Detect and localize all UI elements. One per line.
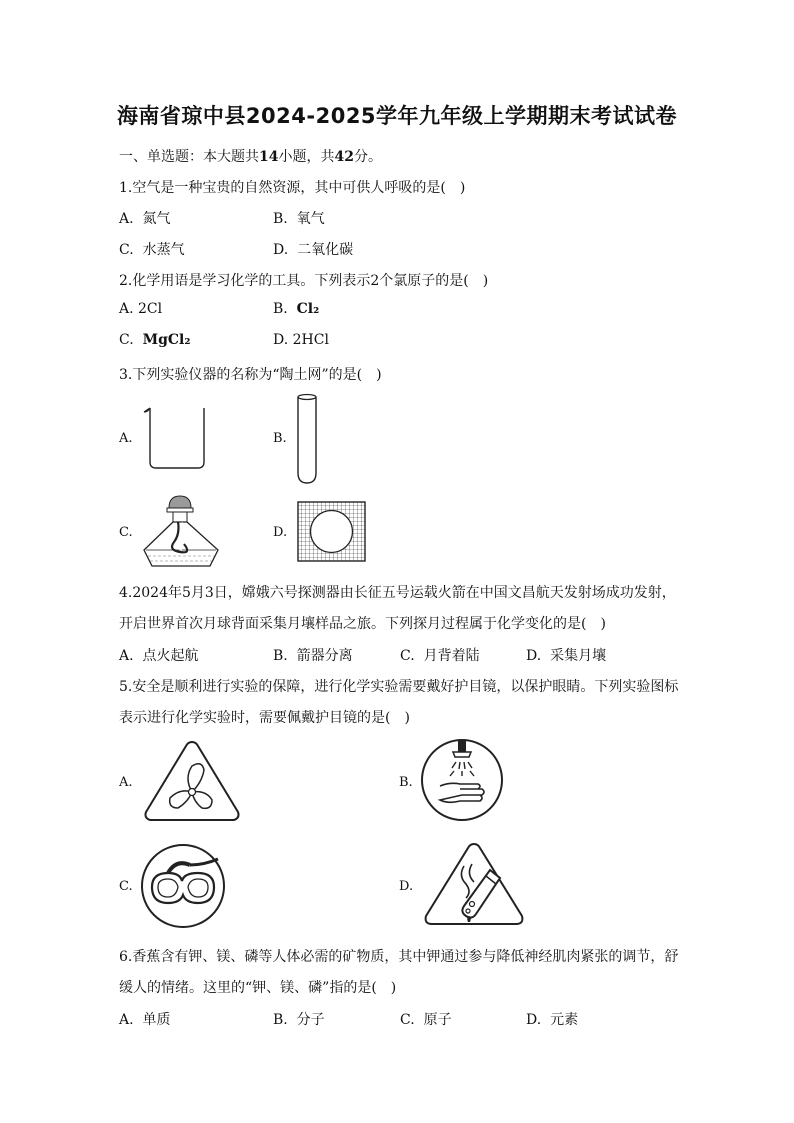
- q6-option-c[interactable]: [400, 1009, 452, 1029]
- ceramic-gauze-icon: [297, 501, 367, 567]
- goggles-icon: [140, 843, 226, 933]
- option-label: D.: [526, 1012, 542, 1028]
- q6-option-a[interactable]: [119, 1009, 170, 1029]
- section-suffix: 分。: [353, 149, 382, 165]
- question-5-stem-line-1: 5.安全是顺利进行实验的保障，进行化学实验需要戴好护目镜，以保护眼睛。下列实验图标: [119, 679, 679, 695]
- q6-option-d[interactable]: [526, 1009, 578, 1029]
- hand-wash-icon: [420, 738, 504, 826]
- option-text: 采集月壤: [550, 648, 607, 664]
- option-text: 元素: [550, 1012, 579, 1028]
- option-text: 2Cl: [138, 301, 163, 317]
- q2-option-a[interactable]: [119, 301, 162, 317]
- section-heading: [119, 146, 382, 166]
- option-label: D.: [273, 242, 289, 258]
- option-label: D.: [526, 648, 542, 664]
- q2-option-b[interactable]: [273, 301, 319, 317]
- option-label: B.: [273, 301, 288, 317]
- q4-option-a[interactable]: [119, 645, 198, 665]
- q4-option-b[interactable]: [273, 645, 353, 665]
- option-text: Cl₂: [296, 301, 320, 317]
- option-text: 氮气: [142, 211, 171, 227]
- option-label: A.: [119, 211, 134, 227]
- option-text: MgCl₂: [142, 332, 191, 348]
- q1-option-d[interactable]: [273, 239, 353, 259]
- q5-option-c-label[interactable]: C.: [119, 879, 133, 894]
- option-text: 月背着陆: [423, 648, 480, 664]
- option-text: 氧气: [296, 211, 325, 227]
- beaker-icon: [142, 406, 212, 476]
- option-label: C.: [119, 242, 134, 258]
- question-3-stem: 3.下列实验仪器的名称为“陶土网”的是( ): [119, 367, 382, 383]
- option-text: 2HCl: [292, 332, 329, 348]
- question-4-stem-line-2: 开启世界首次月球背面采集月壤样品之旅。下列探月过程属于化学变化的是( ): [119, 616, 606, 632]
- question-6-stem-line-2: 缓人的情绪。这里的“钾、镁、磷”指的是( ): [119, 980, 397, 996]
- q3-option-d-label[interactable]: D.: [273, 525, 288, 540]
- option-text: 箭器分离: [296, 648, 353, 664]
- option-label: B.: [273, 648, 288, 664]
- q5-option-b-label[interactable]: B.: [399, 775, 413, 790]
- total-points: 42: [334, 149, 354, 165]
- q5-option-a-label[interactable]: A.: [119, 775, 133, 790]
- question-count: 14: [259, 149, 279, 165]
- q4-option-c[interactable]: [400, 645, 480, 665]
- option-text: 单质: [142, 1012, 171, 1028]
- option-label: C.: [400, 1012, 415, 1028]
- option-text: 水蒸气: [142, 242, 185, 258]
- q3-option-b-label[interactable]: B.: [273, 431, 287, 446]
- q4-option-d[interactable]: [526, 645, 606, 665]
- q1-option-c[interactable]: [119, 239, 185, 259]
- option-label: B.: [273, 211, 288, 227]
- question-4-stem-line-1: 4.2024年5月3日，嫦娥六号探测器由长征五号运载火箭在中国文昌航天发射场成功发射，: [119, 585, 676, 601]
- q3-option-c-label[interactable]: C.: [119, 525, 133, 540]
- q2-option-c[interactable]: [119, 332, 190, 348]
- hot-tube-warning-icon: [420, 840, 528, 932]
- option-text: 点火起航: [142, 648, 199, 664]
- option-label: A.: [119, 648, 134, 664]
- question-1-stem: 1.空气是一种宝贵的自然资源，其中可供人呼吸的是( ): [119, 180, 466, 196]
- option-text: 分子: [296, 1012, 325, 1028]
- q3-option-a-label[interactable]: A.: [119, 431, 133, 446]
- q2-option-d[interactable]: [273, 332, 329, 348]
- option-text: 二氧化碳: [297, 242, 354, 258]
- page-title: 海南省琼中县2024-2025学年九年级上学期期末考试试卷: [116, 104, 678, 128]
- q1-option-a[interactable]: [119, 208, 170, 228]
- option-label: C.: [400, 648, 415, 664]
- section-mid: 小题，共: [278, 149, 335, 165]
- q5-option-d-label[interactable]: D.: [399, 879, 414, 894]
- option-label: B.: [273, 1012, 288, 1028]
- test-tube-icon: [293, 393, 323, 491]
- q1-option-b[interactable]: [273, 208, 325, 228]
- option-text: 原子: [423, 1012, 452, 1028]
- q6-option-b[interactable]: [273, 1009, 325, 1029]
- question-5-stem-line-2: 表示进行化学实验时，需要佩戴护目镜的是( ): [119, 710, 410, 726]
- option-label: A.: [119, 301, 134, 317]
- option-label: D.: [273, 332, 289, 348]
- option-label: A.: [119, 1012, 134, 1028]
- question-6-stem-line-1: 6.香蕉含有钾、镁、磷等人体必需的矿物质，其中钾通过参与降低神经肌肉紧张的调节，舒: [119, 949, 679, 965]
- section-prefix: 一、单选题：本大题共: [119, 149, 259, 165]
- question-2-stem: 2.化学用语是学习化学的工具。下列表示2个氯原子的是( ): [119, 273, 489, 289]
- option-label: C.: [119, 332, 134, 348]
- alcohol-lamp-icon: [140, 494, 222, 574]
- fan-ventilation-icon: [140, 738, 244, 828]
